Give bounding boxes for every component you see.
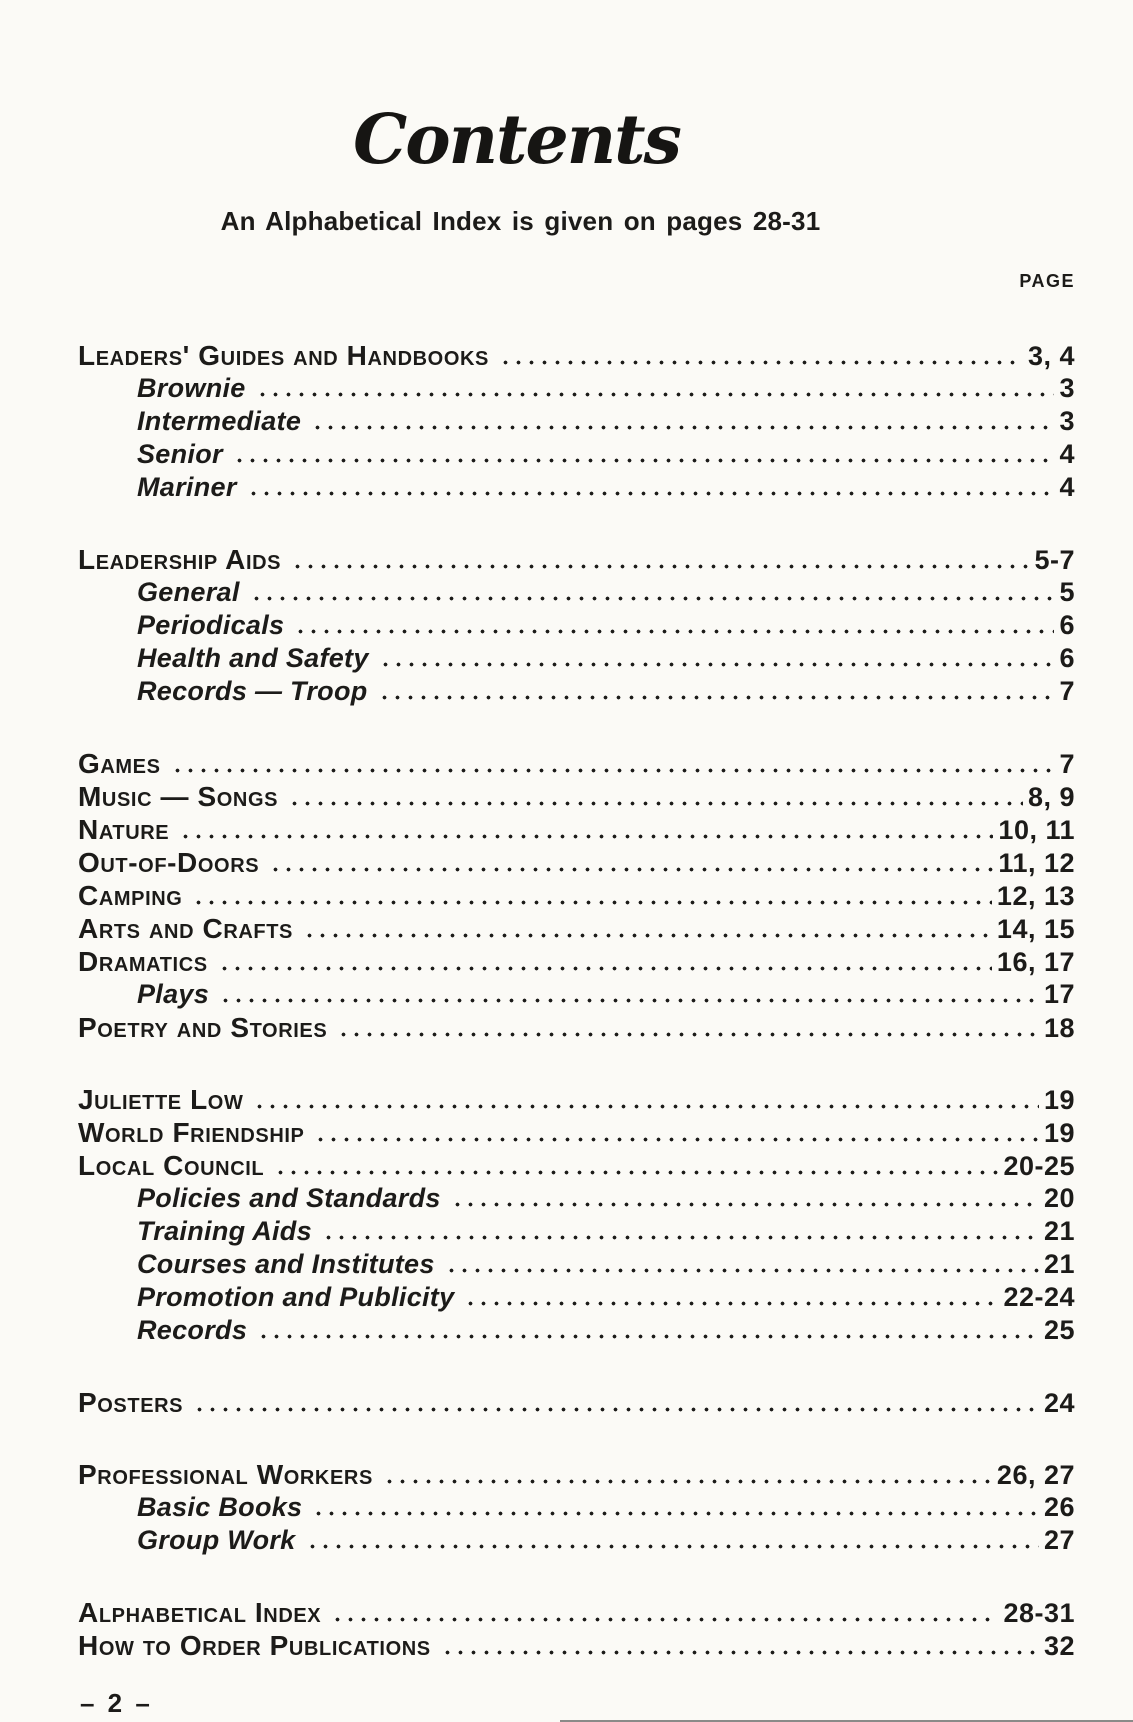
toc-entry-page: 32 — [1043, 1631, 1075, 1661]
toc-entry-page: 22-24 — [1003, 1282, 1075, 1312]
toc-entry-page: 14, 15 — [996, 914, 1075, 944]
toc-entry-label: Courses and Institutes — [137, 1249, 435, 1279]
dot-leader — [253, 1104, 1039, 1109]
toc-entry-label: Games — [78, 748, 161, 779]
toc-entry-label: Health and Safety — [137, 643, 369, 673]
toc-entry — [78, 1596, 1075, 1629]
dot-leader — [192, 900, 992, 905]
toc-entry — [78, 405, 1075, 438]
toc-entry-label: Out-of-Doors — [78, 847, 260, 878]
dot-leader — [337, 1032, 1039, 1037]
dot-leader — [451, 1202, 1039, 1207]
toc-entry — [78, 609, 1075, 642]
toc-entry-page: 27 — [1043, 1525, 1075, 1555]
toc-entry — [78, 1149, 1075, 1182]
dot-leader — [247, 491, 1055, 496]
dot-leader — [441, 1650, 1039, 1655]
dot-leader — [499, 360, 1023, 365]
toc-entry-page: 28-31 — [1003, 1598, 1075, 1628]
dot-leader — [171, 768, 1055, 773]
toc-entry-label: Group Work — [137, 1525, 296, 1555]
table-of-contents — [78, 339, 1075, 1662]
toc-entry-page: 20 — [1043, 1183, 1075, 1213]
toc-group — [78, 1083, 1075, 1347]
dot-leader — [269, 867, 993, 872]
toc-entry-label: Training Aids — [137, 1216, 312, 1246]
toc-entry — [78, 780, 1075, 813]
dot-leader — [306, 1544, 1039, 1549]
toc-entry-label: Leaders' Guides and Handbooks — [78, 340, 489, 371]
dot-leader — [378, 695, 1055, 700]
toc-entry — [78, 1314, 1075, 1347]
toc-entry-label: Plays — [137, 979, 210, 1009]
toc-entry — [78, 1281, 1075, 1314]
toc-entry-label: Basic Books — [137, 1492, 303, 1522]
toc-entry — [78, 747, 1075, 780]
dot-leader — [256, 392, 1055, 397]
subtitle: An Alphabetical Index is given on pages 28-31 — [220, 206, 821, 236]
toc-entry-page: 5 — [1059, 577, 1075, 607]
page-number: – 2 – — [80, 1688, 153, 1718]
toc-entry-label: Local Council — [78, 1150, 265, 1181]
toc-entry-page: 7 — [1059, 749, 1075, 779]
toc-group — [78, 1386, 1075, 1419]
dot-leader — [314, 1137, 1038, 1142]
toc-entry — [78, 1116, 1075, 1149]
toc-entry — [78, 1458, 1075, 1491]
toc-entry-label: Music — Songs — [78, 781, 279, 812]
toc-entry — [78, 1182, 1075, 1215]
toc-entry — [78, 912, 1075, 945]
dot-leader — [322, 1235, 1039, 1240]
toc-entry-label: Periodicals — [137, 610, 285, 640]
toc-entry-page: 20-25 — [1003, 1151, 1075, 1181]
toc-entry-label: Dramatics — [78, 946, 208, 977]
toc-entry-label: Alphabetical Index — [78, 1597, 322, 1628]
page-column-header: PAGE — [1019, 271, 1075, 291]
toc-entry-label: Poetry and Stories — [78, 1012, 328, 1043]
dot-leader — [250, 596, 1055, 601]
toc-entry-label: Professional Workers — [78, 1459, 373, 1490]
toc-entry-label: Intermediate — [137, 406, 302, 436]
toc-entry — [78, 813, 1075, 846]
toc-entry-page: 19 — [1043, 1085, 1075, 1115]
toc-entry-page: 3, 4 — [1027, 341, 1075, 371]
toc-entry-page: 21 — [1043, 1249, 1075, 1279]
toc-entry — [78, 1386, 1075, 1419]
dot-leader — [179, 834, 993, 839]
toc-entry-page: 11, 12 — [998, 848, 1075, 878]
dot-leader — [294, 629, 1054, 634]
toc-entry-label: Arts and Crafts — [78, 913, 293, 944]
toc-entry-label: Records — Troop — [137, 676, 368, 706]
toc-entry-page: 3 — [1059, 373, 1075, 403]
dot-leader — [331, 1617, 998, 1622]
toc-entry — [78, 576, 1075, 609]
toc-entry — [78, 1248, 1075, 1281]
toc-entry-page: 21 — [1043, 1216, 1075, 1246]
toc-entry-page: 26, 27 — [996, 1460, 1075, 1490]
dot-leader — [383, 1479, 992, 1484]
toc-entry-label: Mariner — [137, 472, 237, 502]
toc-entry — [78, 543, 1075, 576]
toc-entry-page: 25 — [1043, 1315, 1075, 1345]
toc-entry-page: 12, 13 — [996, 881, 1075, 911]
toc-entry — [78, 1215, 1075, 1248]
toc-group — [78, 1596, 1075, 1662]
dot-leader — [218, 966, 992, 971]
toc-entry-page: 5-7 — [1034, 545, 1075, 575]
dot-leader — [274, 1170, 998, 1175]
toc-entry-label: Nature — [78, 814, 170, 845]
dot-leader — [219, 998, 1039, 1003]
toc-entry — [78, 879, 1075, 912]
toc-entry-page: 24 — [1043, 1388, 1075, 1418]
dot-leader — [311, 425, 1054, 430]
toc-entry — [78, 846, 1075, 879]
toc-group — [78, 747, 1075, 1044]
toc-entry — [78, 1011, 1075, 1044]
toc-entry — [78, 1629, 1075, 1662]
dot-leader — [312, 1511, 1039, 1516]
toc-entry-label: World Friendship — [78, 1117, 305, 1148]
toc-entry — [78, 471, 1075, 504]
toc-entry-label: Senior — [137, 439, 223, 469]
toc-entry — [78, 1083, 1075, 1116]
toc-entry-label: How to Order Publications — [78, 1630, 431, 1661]
toc-entry-page: 8, 9 — [1027, 782, 1075, 812]
toc-entry-label: General — [137, 577, 240, 607]
toc-entry-page: 4 — [1059, 439, 1075, 469]
toc-group — [78, 1458, 1075, 1557]
dot-leader — [464, 1301, 998, 1306]
toc-entry — [78, 945, 1075, 978]
dot-leader — [288, 801, 1023, 806]
toc-entry — [78, 675, 1075, 708]
page-title: Contents — [353, 100, 680, 180]
dot-leader — [193, 1407, 1039, 1412]
dot-leader — [291, 564, 1029, 569]
dot-leader — [379, 662, 1055, 667]
toc-entry-label: Promotion and Publicity — [137, 1282, 455, 1312]
toc-entry-label: Camping — [78, 880, 183, 911]
toc-entry-page: 3 — [1059, 406, 1075, 436]
toc-entry — [78, 372, 1075, 405]
toc-entry — [78, 642, 1075, 675]
toc-group — [78, 543, 1075, 708]
toc-entry — [78, 1524, 1075, 1557]
toc-group — [78, 339, 1075, 504]
toc-entry-label: Juliette Low — [78, 1084, 244, 1115]
toc-entry-page: 6 — [1059, 610, 1075, 640]
dot-leader — [303, 933, 992, 938]
toc-entry-page: 26 — [1043, 1492, 1075, 1522]
toc-entry-page: 7 — [1059, 676, 1075, 706]
dot-leader — [257, 1334, 1039, 1339]
toc-entry-label: Brownie — [137, 373, 246, 403]
dot-leader — [445, 1268, 1039, 1273]
toc-entry-label: Posters — [78, 1387, 184, 1418]
toc-entry — [78, 1491, 1075, 1524]
toc-entry-label: Records — [137, 1315, 248, 1345]
toc-entry-page: 16, 17 — [996, 947, 1075, 977]
toc-entry-page: 17 — [1043, 979, 1075, 1009]
toc-entry — [78, 339, 1075, 372]
toc-entry-page: 6 — [1059, 643, 1075, 673]
toc-entry-label: Policies and Standards — [137, 1183, 441, 1213]
toc-entry-page: 10, 11 — [998, 815, 1075, 845]
toc-entry-label: Leadership Aids — [78, 544, 282, 575]
dot-leader — [233, 458, 1055, 463]
toc-entry-page: 18 — [1043, 1013, 1075, 1043]
toc-entry — [78, 438, 1075, 471]
toc-entry-page: 4 — [1059, 472, 1075, 502]
toc-entry — [78, 978, 1075, 1011]
toc-entry-page: 19 — [1043, 1118, 1075, 1148]
